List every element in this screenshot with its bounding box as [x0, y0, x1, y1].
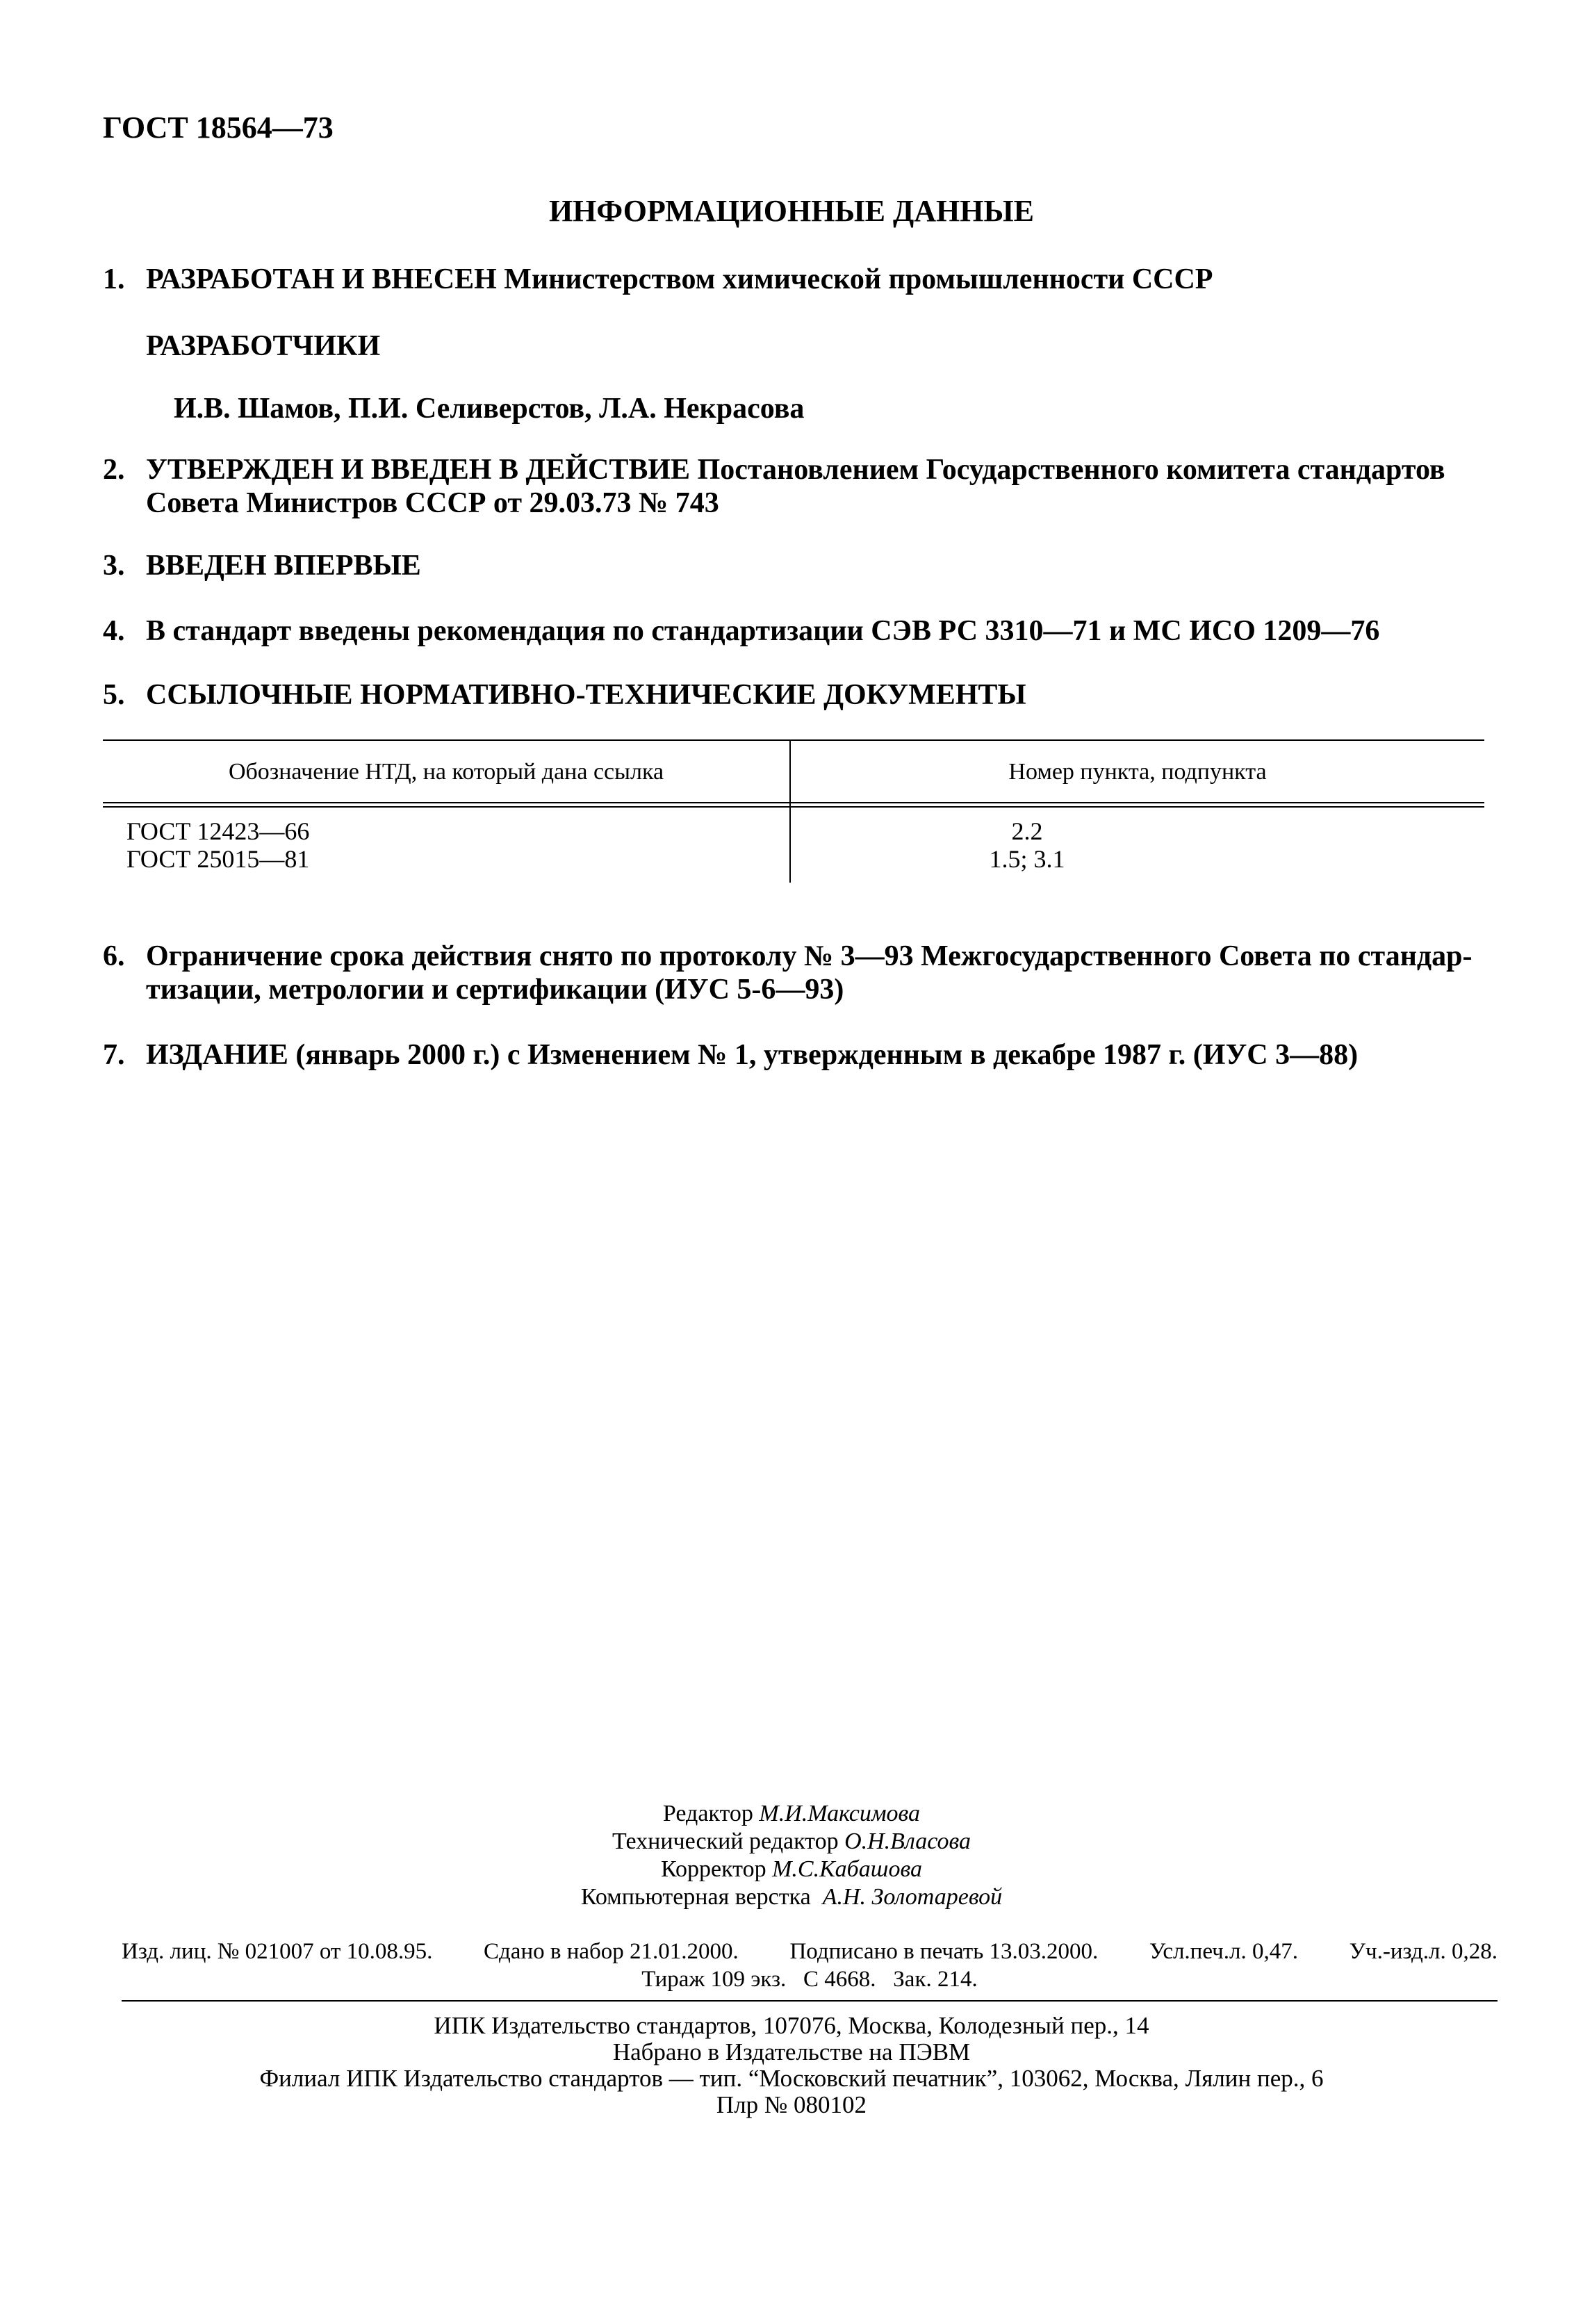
table-cell-clause: 2.2 — [1011, 817, 1043, 845]
publisher-line: Плр № 080102 — [716, 2091, 867, 2118]
publisher-line: Набрано в Издательстве на ПЭВМ — [612, 2038, 971, 2065]
table-cell-doc: ГОСТ 12423—66 — [126, 817, 310, 845]
table-cell-clause: 1.5; 3.1 — [989, 845, 1065, 873]
info-item-7 — [103, 1038, 1493, 1072]
imprint-block — [122, 1938, 1498, 1993]
credit-layout: Компьютерная верстка А.Н. Золотаревой — [580, 1884, 1003, 1910]
print-sheets: Усл.печ.л. 0,47. — [1149, 1939, 1298, 1964]
info-item-6 — [103, 940, 1493, 1006]
info-item-5 — [103, 678, 1493, 712]
credit-editor: Редактор М.И.Максимова — [662, 1801, 921, 1826]
info-item-2 — [103, 453, 1493, 520]
table-header-rule — [103, 802, 1484, 803]
publisher-line: ИПК Издательство стандартов, 107076, Москва, Колодезный пер., 14 — [434, 2012, 1149, 2039]
table-header-rule-double — [103, 806, 1484, 808]
info-item-4 — [103, 614, 1493, 648]
table-top-rule — [103, 739, 1484, 741]
item-text: ВВЕДЕН ВПЕРВЫЕ — [146, 550, 421, 582]
section-title: ИНФОРМАЦИОННЫЕ ДАННЫЕ — [548, 194, 1035, 228]
print-run: Тираж 109 экз. — [641, 1967, 787, 1992]
c-number: С 4668. — [803, 1967, 876, 1992]
table-header-clause: Номер пункта, подпункта — [1008, 759, 1267, 785]
order-number: Зак. 214. — [893, 1967, 978, 1992]
license: Изд. лиц. № 021007 от 10.08.95. — [122, 1939, 433, 1964]
item-text: ССЫЛОЧНЫЕ НОРМАТИВНО-ТЕХНИЧЕСКИЕ ДОКУМЕНТЫ — [146, 679, 1026, 711]
pub-sheets: Уч.-изд.л. 0,28. — [1349, 1939, 1498, 1964]
item-number: 5. — [103, 679, 125, 711]
developers-heading: РАЗРАБОТЧИКИ — [146, 330, 381, 362]
imprint-row — [122, 1938, 1498, 1965]
item-number: 2. — [103, 454, 125, 486]
item-number: 3. — [103, 550, 125, 582]
item-number: 6. — [103, 940, 125, 972]
divider — [122, 2000, 1498, 2002]
publisher-line: Филиал ИПК Издательство стандартов — тип. “Московский печатник”, 103062, Москва, Лялин пер., 6 — [259, 2065, 1324, 2092]
info-item-3 — [103, 549, 1493, 582]
imprint-row — [122, 1965, 1498, 1993]
item-text: ИЗДАНИЕ (январь 2000 г.) с Изменением № 1, утвержденным в декабре 1987 г. (ИУС 3—88) — [146, 1039, 1359, 1071]
info-item-1 — [103, 263, 1493, 296]
document-code: ГОСТ 18564—73 — [103, 111, 334, 145]
item-text: УТВЕРЖДЕН И ВВЕДЕН В ДЕЙСТВИЕ Постановлением Государственного комитета стандартов — [146, 454, 1445, 486]
item-text: РАЗРАБОТАН И ВНЕСЕН Министерством химической промышленности СССР — [146, 263, 1213, 295]
item-number: 1. — [103, 263, 125, 295]
credit-corrector: Корректор М.С.Кабашова — [661, 1856, 922, 1882]
item-text: В стандарт введены рекомендация по стандартизации СЭВ РС 3310—71 и МС ИСО 1209—76 — [146, 615, 1380, 647]
table-cell-doc: ГОСТ 25015—81 — [126, 845, 310, 873]
item-number: 4. — [103, 615, 125, 647]
item-number: 7. — [103, 1039, 125, 1071]
item-text-continued: Совета Министров СССР от 29.03.73 № 743 — [146, 487, 719, 519]
credit-tech-editor: Технический редактор О.Н.Власова — [612, 1828, 971, 1854]
table-header-document: Обозначение НТД, на который дана ссылка — [228, 759, 664, 785]
developers-names: И.В. Шамов, П.И. Селиверстов, Л.А. Некрасова — [174, 393, 805, 425]
signed-date: Подписано в печать 13.03.2000. — [789, 1939, 1099, 1964]
item-text-continued: тизации, метрологии и сертификации (ИУС 5-6—93) — [146, 974, 844, 1006]
typeset-date: Сдано в набор 21.01.2000. — [484, 1939, 739, 1964]
editorial-credits — [0, 1800, 1583, 1911]
item-text: Ограничение срока действия снято по протоколу № 3—93 Межгосударственного Совета по стандар- — [146, 940, 1473, 972]
publisher-info — [0, 2013, 1583, 2118]
